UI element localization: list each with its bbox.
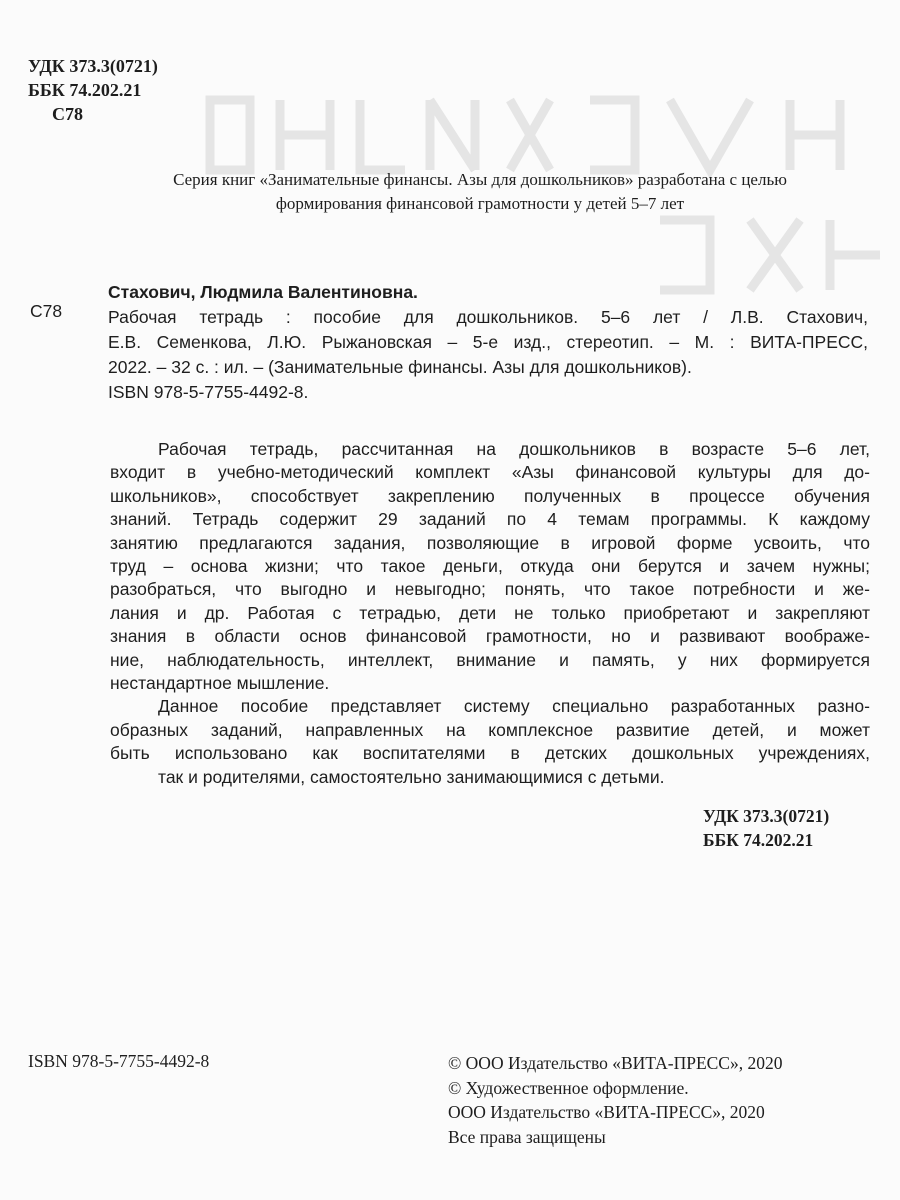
abstract-line: занятию предлагаются задания, позволяющие в игровой форме усвоить, что [110,532,870,553]
abstract-line: знаний. Тетрадь содержит 29 заданий по 4 темам программы. К каждому [110,509,870,530]
udk-code: УДК 373.3(0721) [28,56,158,76]
catalog-line-3: 2022. – 32 с. : ил. – (Занимательные финансы. Азы для дошкольников). [108,357,692,377]
copyright-line-1: © ООО Издательство «ВИТА-ПРЕСС», 2020 [448,1053,783,1073]
abstract-line: школьников», способствует закреплению полученных в процессе обучения [110,485,870,506]
abstract-line: Данное пособие представляет систему специально разработанных разно- [158,696,870,717]
author-mark: С78 [52,104,83,124]
abstract-line: быть использовано как воспитателями в детских дошкольных учреждениях, [110,743,870,764]
abstract-line: входит в учебно-методический комплект «Азы финансовой культуры для до- [110,462,870,483]
abstract-line: лания и др. Работая с тетрадью, дети не только приобретают и закрепляют [110,602,870,623]
abstract-line: Рабочая тетрадь, рассчитанная на дошкольников в возрасте 5–6 лет, [158,439,870,459]
abstract-line: труд – основа жизни; что такое деньги, откуда они берутся и зачем нужны; [110,556,870,577]
copyright-line-2: © Художественное оформление. [448,1077,689,1098]
abstract-line: нестандартное мышление. [110,673,330,694]
series-note [0,168,900,216]
abstract [110,438,870,789]
catalog-line-1: Рабочая тетрадь : пособие для дошкольников. 5–6 лет / Л.В. Стахович, [108,307,868,327]
catalog-line-2: Е.В. Семенкова, Л.Ю. Рыжановская – 5-е изд., стереотип. – М. : ВИТА-ПРЕСС, [108,332,868,352]
bbk-code-bottom: ББК 74.202.21 [703,830,814,850]
abstract-line: так и родителями, самостоятельно занимающимися с детьми. [158,766,665,787]
catalog-author-mark: С78 [30,301,63,321]
abstract-paragraph-1 [110,438,870,695]
series-line-2: формирования финансовой грамотности у детей 5–7 лет [275,194,685,213]
catalog-author: Стахович, Людмила Валентиновна. [108,282,418,302]
abstract-line: знания в области основ финансовой грамотности, но и развивают воображе- [110,626,870,647]
abstract-line: разобраться, что выгодно и невыгодно; понять, что такое потребности и же- [110,579,870,600]
abstract-line: образных заданий, направленных на комплексное развитие детей, и может [110,719,870,740]
catalog-record [108,280,868,405]
classification-codes-bottom [703,804,829,852]
series-line-1: Серия книг «Занимательные финансы. Азы для дошкольников» разработана с целью [173,170,787,189]
classification-codes-top [28,54,158,126]
abstract-line: ние, наблюдательность, интеллект, внимание и память, у них формируется [110,649,870,670]
copyright-line-3: ООО Издательство «ВИТА-ПРЕСС», 2020 [448,1102,765,1122]
imprint-isbn: ISBN 978-5-7755-4492-8 [28,1051,210,1071]
udk-code-bottom: УДК 373.3(0721) [703,806,830,826]
catalog-isbn: ISBN 978-5-7755-4492-8. [108,382,309,402]
abstract-paragraph-2 [110,695,870,789]
rights-reserved: Все права защищены [448,1126,606,1147]
bbk-code: ББК 74.202.21 [28,80,142,100]
copyright-block [448,1051,782,1149]
